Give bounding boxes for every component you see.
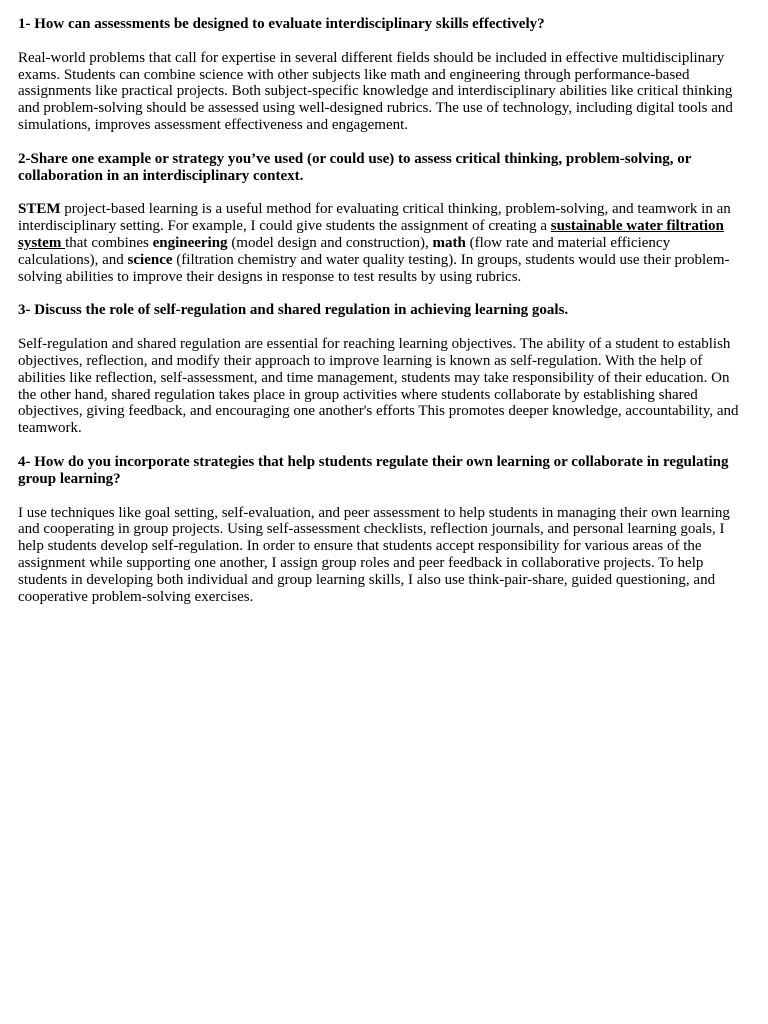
spacer: [18, 319, 750, 336]
spacer: [18, 134, 750, 151]
question-1: 1- How can assessments be designed to evaluate interdisciplinary skills effectively?: [18, 16, 545, 32]
answer-2-term-engineering: engineering: [152, 234, 228, 251]
question-2: 2-Share one example or strategy you’ve used (or could use) to assess critical thinking, problem-solving, or collaboration in an interdisciplinary context.: [18, 150, 692, 184]
spacer: [18, 285, 750, 302]
answer-1: Real-world problems that call for expertise in several different fields should be included in effective multidisciplinary exams. Students can combine science with other subjects like math and engineering through performance-based assignments like practical projects. Both subject-specific knowledge and interdisciplinary abilities like critical thinking and problem-solving should be assessed using well-designed rubrics. The use of technology, including digital tools and simulations, improves assessment effectiveness and engagement.: [18, 49, 733, 133]
answer-2-term-math: math: [432, 234, 466, 251]
answer-2: [18, 201, 750, 285]
answer-4: I use techniques like goal setting, self-evaluation, and peer assessment to help students in managing their own learning and cooperating in group projects. Using self-assessment checklists, reflection journals, and personal learning goals, I help students develop self-regulation. In order to ensure that students accept responsibility for various areas of the assignment while supporting one another, I assign group roles and peer feedback in collaborative projects. To help students in developing both individual and group learning skills, I also use think-pair-share, guided questioning, and cooperative problem-solving exercises.: [18, 504, 730, 605]
answer-2-term-stem: STEM: [18, 201, 61, 218]
question-4: 4- How do you incorporate strategies that help students regulate their own learning or collaborate in regulating group learning?: [18, 453, 729, 487]
spacer: [18, 184, 750, 201]
answer-2-text: (model design and construction),: [227, 234, 433, 251]
spacer: [18, 437, 750, 454]
answer-2-term-science: science: [127, 251, 173, 268]
answer-3: Self-regulation and shared regulation are essential for reaching learning objectives. The ability of a student to establish objectives, reflection, and modify their approach to improve learning is known as self-regulation. With the help of abilities like reflection, self-assessment, and time management, students may take responsibility of their education. On the other hand, shared regulation takes place in group activities where students collaborate by establishing shared objectives, giving feedback, and encouraging one another's efforts This promotes deeper knowledge, accountability, and teamwork.: [18, 336, 739, 437]
answer-2-text: (flow rate and material efficiency calculations), and: [18, 234, 671, 268]
question-3: 3- Discuss the role of self-regulation and shared regulation in achieving learning goals.: [18, 302, 569, 319]
answer-2-text: that combines: [65, 234, 153, 251]
spacer: [18, 33, 750, 50]
answer-2-example-project: sustainable water filtration system: [18, 218, 724, 251]
spacer: [18, 488, 750, 505]
answer-2-text: (filtration chemistry and water quality testing). In groups, students would use their problem-solving abilities to improve their designs in response to test results by using rubrics.: [18, 251, 730, 285]
answer-2-text: project-based learning is a useful method for evaluating critical thinking, problem-solving, and teamwork in an interdisciplinary setting. For example, I could give students the assignment of creating a: [18, 201, 731, 235]
